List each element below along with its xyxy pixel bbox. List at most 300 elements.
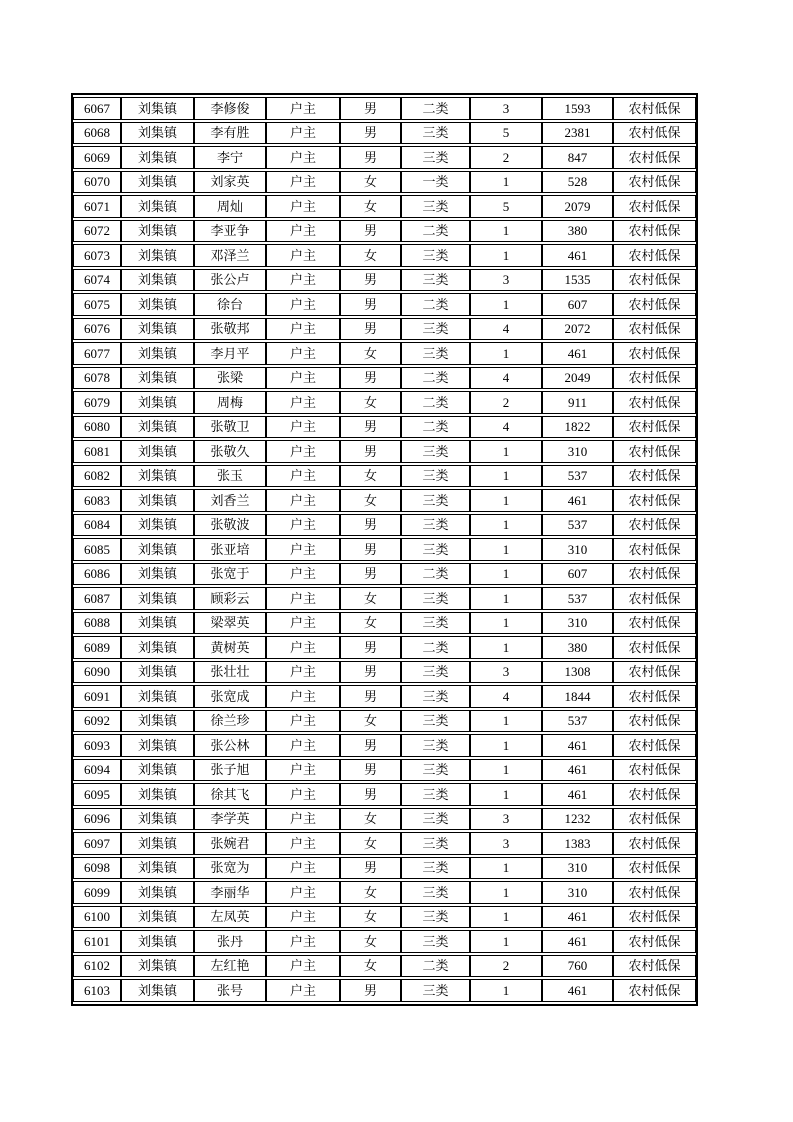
cell-type: 农村低保 bbox=[613, 97, 696, 120]
cell-town: 刘集镇 bbox=[121, 587, 194, 610]
cell-relation: 户主 bbox=[266, 538, 340, 561]
cell-count: 3 bbox=[470, 269, 542, 292]
cell-type: 农村低保 bbox=[613, 269, 696, 292]
cell-amount: 911 bbox=[542, 391, 613, 414]
cell-gender: 男 bbox=[340, 759, 401, 782]
cell-amount: 607 bbox=[542, 293, 613, 316]
cell-type: 农村低保 bbox=[613, 416, 696, 439]
cell-type: 农村低保 bbox=[613, 391, 696, 414]
cell-count: 1 bbox=[470, 293, 542, 316]
cell-name: 邓泽兰 bbox=[194, 244, 266, 267]
cell-count: 1 bbox=[470, 612, 542, 635]
cell-town: 刘集镇 bbox=[121, 171, 194, 194]
cell-count: 1 bbox=[470, 587, 542, 610]
cell-name: 顾彩云 bbox=[194, 587, 266, 610]
cell-id: 6098 bbox=[73, 857, 121, 880]
cell-relation: 户主 bbox=[266, 881, 340, 904]
cell-id: 6072 bbox=[73, 220, 121, 243]
cell-gender: 女 bbox=[340, 391, 401, 414]
cell-name: 张玉 bbox=[194, 465, 266, 488]
cell-type: 农村低保 bbox=[613, 979, 696, 1002]
cell-amount: 1383 bbox=[542, 832, 613, 855]
table-row bbox=[73, 391, 696, 414]
cell-town: 刘集镇 bbox=[121, 930, 194, 953]
table-row bbox=[73, 979, 696, 1002]
cell-town: 刘集镇 bbox=[121, 955, 194, 978]
cell-count: 2 bbox=[470, 955, 542, 978]
cell-category: 二类 bbox=[401, 636, 470, 659]
cell-gender: 女 bbox=[340, 587, 401, 610]
cell-count: 4 bbox=[470, 367, 542, 390]
cell-count: 2 bbox=[470, 146, 542, 169]
cell-name: 周梅 bbox=[194, 391, 266, 414]
cell-category: 二类 bbox=[401, 293, 470, 316]
cell-relation: 户主 bbox=[266, 979, 340, 1002]
table-row bbox=[73, 514, 696, 537]
cell-id: 6070 bbox=[73, 171, 121, 194]
cell-name: 张公林 bbox=[194, 734, 266, 757]
cell-count: 1 bbox=[470, 759, 542, 782]
cell-id: 6081 bbox=[73, 440, 121, 463]
cell-name: 李学英 bbox=[194, 808, 266, 831]
cell-name: 张壮壮 bbox=[194, 661, 266, 684]
cell-town: 刘集镇 bbox=[121, 808, 194, 831]
cell-type: 农村低保 bbox=[613, 171, 696, 194]
cell-relation: 户主 bbox=[266, 955, 340, 978]
cell-category: 三类 bbox=[401, 734, 470, 757]
cell-type: 农村低保 bbox=[613, 195, 696, 218]
cell-relation: 户主 bbox=[266, 661, 340, 684]
cell-town: 刘集镇 bbox=[121, 857, 194, 880]
cell-gender: 女 bbox=[340, 881, 401, 904]
cell-gender: 男 bbox=[340, 685, 401, 708]
table-row bbox=[73, 587, 696, 610]
cell-count: 1 bbox=[470, 342, 542, 365]
table-row bbox=[73, 171, 696, 194]
cell-category: 三类 bbox=[401, 832, 470, 855]
table-row bbox=[73, 489, 696, 512]
cell-type: 农村低保 bbox=[613, 220, 696, 243]
cell-town: 刘集镇 bbox=[121, 440, 194, 463]
cell-type: 农村低保 bbox=[613, 857, 696, 880]
table-row bbox=[73, 342, 696, 365]
cell-gender: 女 bbox=[340, 906, 401, 929]
cell-town: 刘集镇 bbox=[121, 710, 194, 733]
cell-name: 张梁 bbox=[194, 367, 266, 390]
cell-gender: 男 bbox=[340, 97, 401, 120]
cell-name: 张敬卫 bbox=[194, 416, 266, 439]
cell-relation: 户主 bbox=[266, 318, 340, 341]
cell-gender: 男 bbox=[340, 783, 401, 806]
cell-name: 张敬久 bbox=[194, 440, 266, 463]
cell-type: 农村低保 bbox=[613, 367, 696, 390]
cell-gender: 男 bbox=[340, 538, 401, 561]
cell-gender: 女 bbox=[340, 930, 401, 953]
cell-gender: 女 bbox=[340, 465, 401, 488]
cell-town: 刘集镇 bbox=[121, 195, 194, 218]
cell-relation: 户主 bbox=[266, 416, 340, 439]
cell-category: 三类 bbox=[401, 759, 470, 782]
cell-gender: 女 bbox=[340, 612, 401, 635]
cell-type: 农村低保 bbox=[613, 710, 696, 733]
table-row bbox=[73, 955, 696, 978]
cell-town: 刘集镇 bbox=[121, 906, 194, 929]
cell-town: 刘集镇 bbox=[121, 832, 194, 855]
cell-count: 4 bbox=[470, 318, 542, 341]
cell-count: 5 bbox=[470, 195, 542, 218]
cell-category: 三类 bbox=[401, 783, 470, 806]
cell-type: 农村低保 bbox=[613, 514, 696, 537]
cell-gender: 男 bbox=[340, 367, 401, 390]
cell-amount: 537 bbox=[542, 587, 613, 610]
cell-count: 1 bbox=[470, 171, 542, 194]
cell-relation: 户主 bbox=[266, 906, 340, 929]
cell-category: 二类 bbox=[401, 416, 470, 439]
cell-gender: 男 bbox=[340, 146, 401, 169]
cell-gender: 男 bbox=[340, 979, 401, 1002]
table-row bbox=[73, 146, 696, 169]
table-row bbox=[73, 906, 696, 929]
cell-amount: 461 bbox=[542, 759, 613, 782]
cell-amount: 2079 bbox=[542, 195, 613, 218]
cell-type: 农村低保 bbox=[613, 636, 696, 659]
cell-id: 6095 bbox=[73, 783, 121, 806]
cell-gender: 男 bbox=[340, 563, 401, 586]
cell-gender: 男 bbox=[340, 440, 401, 463]
cell-gender: 女 bbox=[340, 832, 401, 855]
cell-type: 农村低保 bbox=[613, 734, 696, 757]
cell-type: 农村低保 bbox=[613, 808, 696, 831]
cell-type: 农村低保 bbox=[613, 563, 696, 586]
cell-town: 刘集镇 bbox=[121, 685, 194, 708]
cell-town: 刘集镇 bbox=[121, 759, 194, 782]
cell-name: 李宁 bbox=[194, 146, 266, 169]
cell-amount: 537 bbox=[542, 465, 613, 488]
cell-type: 农村低保 bbox=[613, 538, 696, 561]
cell-id: 6082 bbox=[73, 465, 121, 488]
cell-town: 刘集镇 bbox=[121, 661, 194, 684]
cell-amount: 537 bbox=[542, 710, 613, 733]
cell-id: 6099 bbox=[73, 881, 121, 904]
cell-relation: 户主 bbox=[266, 783, 340, 806]
cell-relation: 户主 bbox=[266, 122, 340, 145]
cell-amount: 1844 bbox=[542, 685, 613, 708]
cell-id: 6067 bbox=[73, 97, 121, 120]
cell-category: 三类 bbox=[401, 881, 470, 904]
cell-id: 6089 bbox=[73, 636, 121, 659]
cell-relation: 户主 bbox=[266, 244, 340, 267]
cell-count: 1 bbox=[470, 710, 542, 733]
cell-relation: 户主 bbox=[266, 342, 340, 365]
cell-relation: 户主 bbox=[266, 391, 340, 414]
cell-amount: 310 bbox=[542, 881, 613, 904]
table-row bbox=[73, 734, 696, 757]
cell-amount: 2049 bbox=[542, 367, 613, 390]
cell-category: 三类 bbox=[401, 538, 470, 561]
cell-type: 农村低保 bbox=[613, 146, 696, 169]
cell-town: 刘集镇 bbox=[121, 391, 194, 414]
cell-type: 农村低保 bbox=[613, 930, 696, 953]
cell-gender: 女 bbox=[340, 710, 401, 733]
cell-name: 张号 bbox=[194, 979, 266, 1002]
table-row bbox=[73, 881, 696, 904]
cell-category: 三类 bbox=[401, 342, 470, 365]
cell-count: 1 bbox=[470, 440, 542, 463]
table-row bbox=[73, 685, 696, 708]
cell-relation: 户主 bbox=[266, 367, 340, 390]
cell-gender: 女 bbox=[340, 171, 401, 194]
cell-name: 李修俊 bbox=[194, 97, 266, 120]
cell-count: 1 bbox=[470, 857, 542, 880]
table-row bbox=[73, 783, 696, 806]
cell-relation: 户主 bbox=[266, 636, 340, 659]
cell-type: 农村低保 bbox=[613, 661, 696, 684]
cell-amount: 1232 bbox=[542, 808, 613, 831]
cell-id: 6090 bbox=[73, 661, 121, 684]
cell-category: 三类 bbox=[401, 146, 470, 169]
cell-name: 李月平 bbox=[194, 342, 266, 365]
cell-amount: 1822 bbox=[542, 416, 613, 439]
cell-category: 三类 bbox=[401, 587, 470, 610]
cell-count: 1 bbox=[470, 489, 542, 512]
table-body bbox=[73, 97, 696, 1002]
cell-type: 农村低保 bbox=[613, 342, 696, 365]
cell-category: 二类 bbox=[401, 97, 470, 120]
cell-count: 1 bbox=[470, 538, 542, 561]
cell-amount: 1535 bbox=[542, 269, 613, 292]
cell-category: 三类 bbox=[401, 122, 470, 145]
cell-town: 刘集镇 bbox=[121, 97, 194, 120]
cell-category: 一类 bbox=[401, 171, 470, 194]
cell-town: 刘集镇 bbox=[121, 318, 194, 341]
cell-type: 农村低保 bbox=[613, 955, 696, 978]
table-row bbox=[73, 122, 696, 145]
cell-type: 农村低保 bbox=[613, 612, 696, 635]
cell-category: 二类 bbox=[401, 367, 470, 390]
cell-name: 张子旭 bbox=[194, 759, 266, 782]
cell-type: 农村低保 bbox=[613, 318, 696, 341]
cell-name: 张敬波 bbox=[194, 514, 266, 537]
cell-gender: 男 bbox=[340, 734, 401, 757]
table-row bbox=[73, 220, 696, 243]
cell-relation: 户主 bbox=[266, 563, 340, 586]
cell-category: 三类 bbox=[401, 514, 470, 537]
cell-id: 6086 bbox=[73, 563, 121, 586]
cell-type: 农村低保 bbox=[613, 293, 696, 316]
table-row bbox=[73, 612, 696, 635]
cell-town: 刘集镇 bbox=[121, 636, 194, 659]
cell-type: 农村低保 bbox=[613, 587, 696, 610]
cell-category: 三类 bbox=[401, 808, 470, 831]
cell-amount: 2381 bbox=[542, 122, 613, 145]
table-row bbox=[73, 538, 696, 561]
cell-amount: 461 bbox=[542, 489, 613, 512]
cell-count: 1 bbox=[470, 930, 542, 953]
cell-type: 农村低保 bbox=[613, 465, 696, 488]
cell-type: 农村低保 bbox=[613, 122, 696, 145]
cell-town: 刘集镇 bbox=[121, 367, 194, 390]
cell-amount: 528 bbox=[542, 171, 613, 194]
cell-id: 6077 bbox=[73, 342, 121, 365]
table-row bbox=[73, 710, 696, 733]
cell-id: 6083 bbox=[73, 489, 121, 512]
cell-name: 梁翠英 bbox=[194, 612, 266, 635]
cell-amount: 380 bbox=[542, 636, 613, 659]
cell-count: 1 bbox=[470, 220, 542, 243]
cell-category: 三类 bbox=[401, 318, 470, 341]
cell-gender: 男 bbox=[340, 220, 401, 243]
cell-amount: 2072 bbox=[542, 318, 613, 341]
cell-id: 6087 bbox=[73, 587, 121, 610]
table-row bbox=[73, 808, 696, 831]
cell-id: 6101 bbox=[73, 930, 121, 953]
cell-town: 刘集镇 bbox=[121, 489, 194, 512]
cell-name: 张宽于 bbox=[194, 563, 266, 586]
cell-id: 6078 bbox=[73, 367, 121, 390]
cell-town: 刘集镇 bbox=[121, 514, 194, 537]
cell-name: 周灿 bbox=[194, 195, 266, 218]
table-row bbox=[73, 930, 696, 953]
table-row bbox=[73, 97, 696, 120]
cell-gender: 女 bbox=[340, 955, 401, 978]
cell-type: 农村低保 bbox=[613, 881, 696, 904]
cell-id: 6100 bbox=[73, 906, 121, 929]
cell-amount: 1593 bbox=[542, 97, 613, 120]
cell-id: 6074 bbox=[73, 269, 121, 292]
cell-category: 三类 bbox=[401, 465, 470, 488]
cell-town: 刘集镇 bbox=[121, 881, 194, 904]
cell-id: 6073 bbox=[73, 244, 121, 267]
cell-category: 三类 bbox=[401, 195, 470, 218]
cell-id: 6096 bbox=[73, 808, 121, 831]
cell-gender: 男 bbox=[340, 514, 401, 537]
cell-type: 农村低保 bbox=[613, 244, 696, 267]
cell-relation: 户主 bbox=[266, 759, 340, 782]
cell-count: 3 bbox=[470, 97, 542, 120]
cell-id: 6091 bbox=[73, 685, 121, 708]
cell-id: 6097 bbox=[73, 832, 121, 855]
cell-count: 1 bbox=[470, 783, 542, 806]
cell-gender: 男 bbox=[340, 857, 401, 880]
cell-category: 三类 bbox=[401, 710, 470, 733]
cell-id: 6079 bbox=[73, 391, 121, 414]
cell-type: 农村低保 bbox=[613, 440, 696, 463]
cell-town: 刘集镇 bbox=[121, 563, 194, 586]
cell-category: 三类 bbox=[401, 440, 470, 463]
cell-relation: 户主 bbox=[266, 171, 340, 194]
cell-relation: 户主 bbox=[266, 514, 340, 537]
cell-category: 二类 bbox=[401, 563, 470, 586]
cell-category: 二类 bbox=[401, 391, 470, 414]
cell-town: 刘集镇 bbox=[121, 220, 194, 243]
cell-category: 三类 bbox=[401, 979, 470, 1002]
cell-type: 农村低保 bbox=[613, 832, 696, 855]
cell-relation: 户主 bbox=[266, 587, 340, 610]
cell-category: 三类 bbox=[401, 612, 470, 635]
table-row bbox=[73, 636, 696, 659]
cell-gender: 女 bbox=[340, 808, 401, 831]
cell-amount: 310 bbox=[542, 857, 613, 880]
cell-gender: 男 bbox=[340, 318, 401, 341]
cell-amount: 607 bbox=[542, 563, 613, 586]
cell-count: 1 bbox=[470, 244, 542, 267]
cell-name: 左红艳 bbox=[194, 955, 266, 978]
cell-type: 农村低保 bbox=[613, 783, 696, 806]
cell-town: 刘集镇 bbox=[121, 734, 194, 757]
cell-id: 6088 bbox=[73, 612, 121, 635]
cell-count: 1 bbox=[470, 636, 542, 659]
cell-count: 1 bbox=[470, 979, 542, 1002]
cell-count: 3 bbox=[470, 832, 542, 855]
welfare-table-container bbox=[71, 93, 698, 1006]
cell-relation: 户主 bbox=[266, 220, 340, 243]
table-row bbox=[73, 440, 696, 463]
cell-gender: 男 bbox=[340, 636, 401, 659]
cell-name: 张宽为 bbox=[194, 857, 266, 880]
cell-town: 刘集镇 bbox=[121, 465, 194, 488]
table-row bbox=[73, 563, 696, 586]
cell-name: 张婉君 bbox=[194, 832, 266, 855]
cell-gender: 女 bbox=[340, 195, 401, 218]
cell-name: 刘香兰 bbox=[194, 489, 266, 512]
cell-type: 农村低保 bbox=[613, 685, 696, 708]
cell-id: 6084 bbox=[73, 514, 121, 537]
cell-town: 刘集镇 bbox=[121, 612, 194, 635]
cell-count: 1 bbox=[470, 906, 542, 929]
cell-amount: 461 bbox=[542, 930, 613, 953]
cell-name: 黄树英 bbox=[194, 636, 266, 659]
cell-amount: 537 bbox=[542, 514, 613, 537]
cell-name: 徐兰珍 bbox=[194, 710, 266, 733]
cell-type: 农村低保 bbox=[613, 759, 696, 782]
cell-name: 李有胜 bbox=[194, 122, 266, 145]
cell-town: 刘集镇 bbox=[121, 979, 194, 1002]
cell-gender: 女 bbox=[340, 244, 401, 267]
table-row bbox=[73, 759, 696, 782]
cell-id: 6069 bbox=[73, 146, 121, 169]
cell-name: 左凤英 bbox=[194, 906, 266, 929]
cell-relation: 户主 bbox=[266, 685, 340, 708]
cell-id: 6103 bbox=[73, 979, 121, 1002]
cell-relation: 户主 bbox=[266, 269, 340, 292]
cell-type: 农村低保 bbox=[613, 906, 696, 929]
cell-name: 李丽华 bbox=[194, 881, 266, 904]
cell-town: 刘集镇 bbox=[121, 146, 194, 169]
cell-amount: 461 bbox=[542, 783, 613, 806]
cell-gender: 男 bbox=[340, 293, 401, 316]
table-row bbox=[73, 195, 696, 218]
cell-name: 徐台 bbox=[194, 293, 266, 316]
cell-count: 3 bbox=[470, 661, 542, 684]
cell-relation: 户主 bbox=[266, 710, 340, 733]
cell-type: 农村低保 bbox=[613, 489, 696, 512]
cell-count: 1 bbox=[470, 514, 542, 537]
cell-count: 1 bbox=[470, 465, 542, 488]
cell-amount: 461 bbox=[542, 342, 613, 365]
cell-id: 6085 bbox=[73, 538, 121, 561]
table-row bbox=[73, 367, 696, 390]
cell-name: 张宽成 bbox=[194, 685, 266, 708]
cell-amount: 760 bbox=[542, 955, 613, 978]
cell-amount: 847 bbox=[542, 146, 613, 169]
cell-relation: 户主 bbox=[266, 440, 340, 463]
cell-count: 1 bbox=[470, 563, 542, 586]
cell-gender: 女 bbox=[340, 489, 401, 512]
welfare-recipients-table bbox=[71, 93, 698, 1006]
cell-category: 三类 bbox=[401, 685, 470, 708]
cell-relation: 户主 bbox=[266, 97, 340, 120]
cell-name: 张亚培 bbox=[194, 538, 266, 561]
